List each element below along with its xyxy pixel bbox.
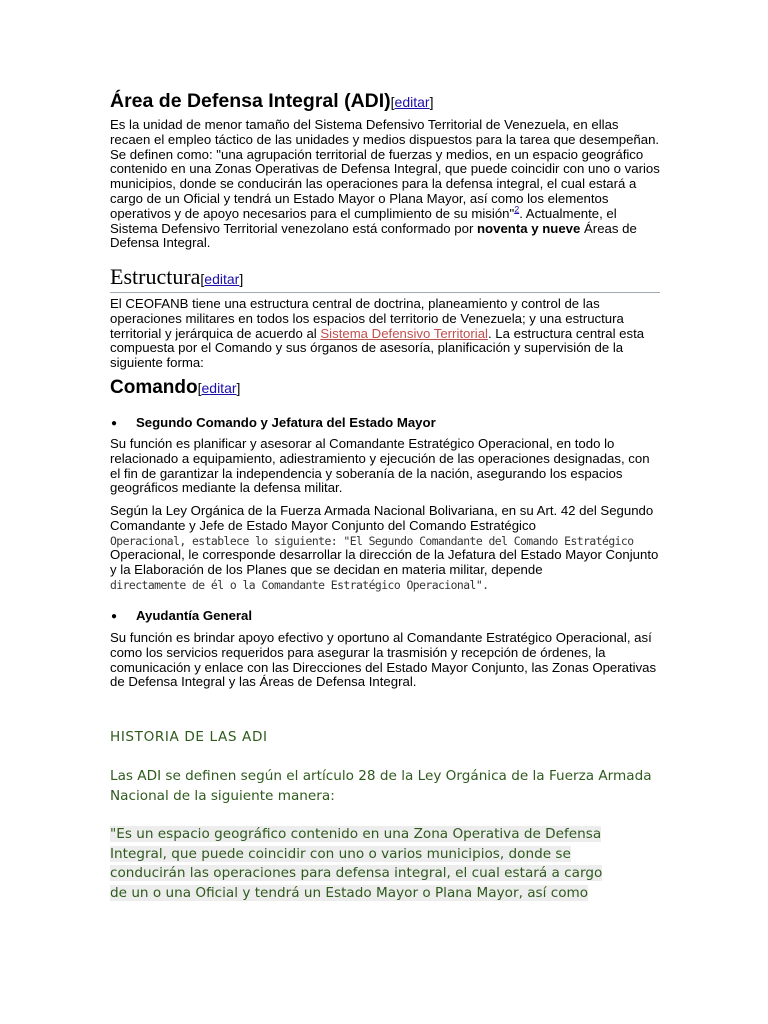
bullet-segundo-comando-text: Segundo Comando y Jefatura del Estado Mayor <box>136 415 436 430</box>
bullet-ayudantia-text: Ayudantía General <box>136 608 253 623</box>
ley-organica-line-d: directamente de él o la Comandante Estratégico Operacional". <box>110 577 489 592</box>
quote-line-4: de un o una Oficial y tendrá un Estado Mayor o Plana Mayor, así como <box>110 884 589 901</box>
historia-paragraph: Las ADI se definen según el artículo 28 de la Ley Orgánica de la Fuerza Armada Nacional de la siguiente manera: <box>110 768 652 804</box>
edit-link-estructura[interactable]: editar <box>204 271 240 287</box>
edit-link-comando[interactable]: editar <box>201 380 237 396</box>
ley-organica-line-a: Según la Ley Orgánica de la Fuerza Armada Nacional Bolivariana, en su Art. 42 del Segundo Comandante y Jefe de Estado Mayor Conjunto del Comando Estratégico <box>110 503 654 533</box>
adi-paragraph-tail-2: Áreas de Defensa Integral. <box>110 220 637 251</box>
adi-paragraph <box>110 118 660 251</box>
sistema-defensivo-link[interactable]: Sistema Defensivo Territorial <box>320 325 488 341</box>
adi-paragraph-bold: noventa y nueve <box>477 220 581 236</box>
estructura-paragraph-pre: El CEOFANB tiene una estructura central de doctrina, planeamiento y control de las operaciones militares en todos los espacios del territorio de Venezuela; y una estructura territorial y jerárquica de acuerdo al <box>110 296 624 341</box>
bullet-ayudantia <box>110 608 252 625</box>
heading-adi <box>110 89 433 114</box>
adi-paragraph-tail-1: . Actualmente, el Sistema Defensivo Territorial venezolano está conformado por <box>110 205 617 236</box>
heading-comando-text: Comando <box>110 377 198 398</box>
heading-estructura <box>110 264 660 293</box>
heading-estructura-text: Estructura <box>110 264 201 289</box>
quote-line-1: "Es un espacio geográfico contenido en una Zona Operativa de Defensa <box>110 826 602 842</box>
ayudantia-paragraph: Su función es brindar apoyo efectivo y oportuno al Comandante Estratégico Operacional, así como los servicios requeridos para asegurar la trasmisión y recepción de órdenes, la comunicación y enlace con las Direcciones del Estado Mayor Conjunto, las Zonas Operativas de Defensa Integral y las Áreas de Defensa Integral. <box>110 630 657 690</box>
edit-link-adi[interactable]: editar <box>394 94 430 110</box>
ley-organica-line-c: Operacional, le corresponde desarrollar la dirección de la Jefatura del Estado Mayor Conjunto y la Elaboración de los Planes que se decidan en materia militar, depende <box>110 547 659 578</box>
quote-line-3: conducirán las operaciones para defensa integral, el cual estará a cargo <box>110 865 603 882</box>
edit-link-estructura-wrapper: [editar] <box>200 271 244 287</box>
historia-quote <box>110 825 670 903</box>
adi-paragraph-text: Es la unidad de menor tamaño del Sistema Defensivo Territorial de Venezuela, en ellas recaen el empleo táctico de las unidades y medios dispuestos para la tarea que desempeñan. Se definen como: "una agrupación territorial de fuerzas y medios, en un espacio geográfico contenido en una Zonas Operativas de Defensa Integral, que puede coincidir con uno o varios municipios, donde se conducirán las operaciones para la defensa integral, el cual estará a cargo de un Oficial y tendrá un Estado Mayor o Plana Mayor, así como los elementos operativos y de apoyo necesarios para el cumplimiento de su misión" <box>110 117 660 221</box>
footnote-link[interactable]: 2 <box>514 204 520 215</box>
quote-line-2: Integral, que puede coincidir con uno o varios municipios, donde se <box>110 845 571 862</box>
bullet-segundo-comando <box>110 415 436 432</box>
estructura-paragraph-post: . La estructura central esta compuesta por el Comando y sus órganos de asesoría, planificación y supervisión de la siguiente forma: <box>110 325 645 371</box>
historia-heading: HISTORIA DE LAS ADI <box>110 729 268 745</box>
bullet-dot-icon: ● <box>111 611 118 622</box>
heading-comando <box>110 376 240 400</box>
ley-organica-paragraph <box>110 504 660 593</box>
segundo-comando-paragraph: Su función es planificar y asesorar al Comandante Estratégico Operacional, en todo lo relacionado a equipamiento, adiestramiento y ejecución de las operaciones designadas, con el fin de garantizar la independencia y soberanía de la nación, asegurando los espacios geográficos mediante la defensa militar. <box>110 436 650 496</box>
edit-link-adi-wrapper: [editar] <box>390 94 434 110</box>
ley-organica-line-b: Operacional, establece lo siguiente: "El Segundo Comandante del Comando Estratégico <box>110 533 634 548</box>
heading-adi-text: Área de Defensa Integral (ADI) <box>110 90 391 112</box>
bullet-dot-icon: ● <box>111 418 118 429</box>
estructura-paragraph <box>110 297 660 371</box>
edit-link-comando-wrapper: [editar] <box>197 380 241 396</box>
